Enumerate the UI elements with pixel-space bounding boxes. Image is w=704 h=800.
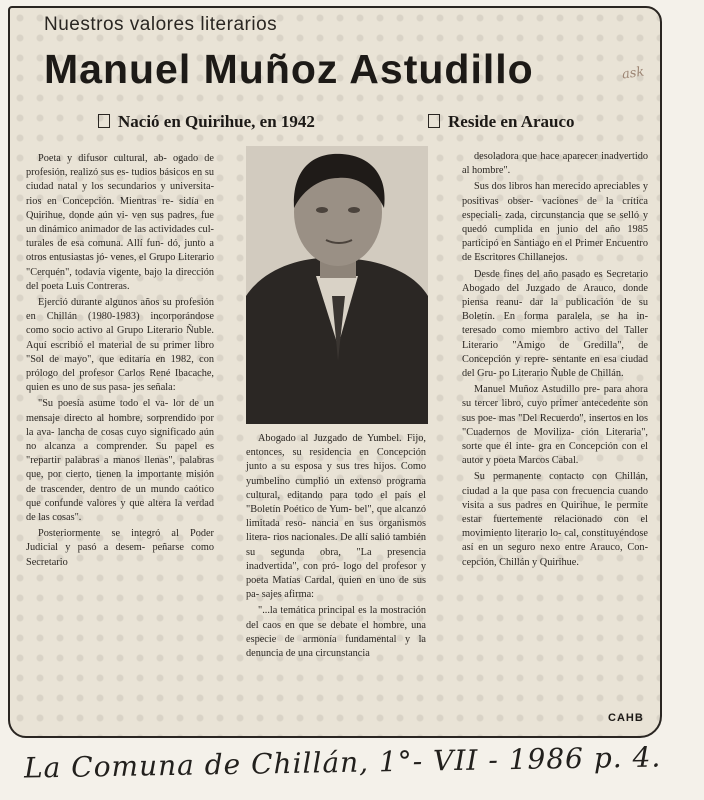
square-bullet-icon: [428, 114, 440, 128]
paragraph: Abogado al Juzgado de Yumbel. Fijo, entonces, su residencia en Concepción junto a su esposa y sus tres hijos. Como yumbelino cumplió un extenso programa cultural, editando para todo el país el "Boletín Poético de Yum- bel", que alcanzó limitada reso- nancia en sus organismos litera- rios nacionales. De allí salió también su segunda obra, "La presencia inadvertida", con pró- logo del profesor y poeta Matías Cardal, quien en uno de sus pa- sajes afirma:: [246, 433, 426, 601]
section-kicker: Nuestros valores literarios: [44, 14, 278, 35]
paragraph: Desde fines del año pasado es Secretario Abogado del Juzgado de Arauco, donde piensa reanu- dar la publicación de su Boletín. En forma paralela, se ha in- teresado como miembro activo del Taller Literario "Amigo de Gredilla", de Concepción y repre- sentante en esa ciudad del Gru- po Literario Ñuble de Chillán.: [462, 268, 648, 380]
paragraph: Sus dos libros han merecido apreciables y positivas obser- vaciones de la crítica especiali- zada, circunstancia que se selló y quedó cumplida en junio del año 1985 participó en Santiago en el Primer Encuentro de Escritores Chillanejos.: [462, 181, 648, 264]
author-portrait-photo: [246, 146, 428, 424]
subhead-residence: [428, 112, 575, 132]
subhead-residence-text: Reside en Arauco: [448, 112, 575, 131]
article-column-middle: [246, 432, 426, 663]
subhead-birthplace: [98, 112, 315, 132]
paragraph: Su permanente contacto con Chillán, ciudad a la que pasa con frecuencia cuando visita a sus padres en Quirihue, le permite estar fuertemente relacionado con el movimiento literario lo- cal, constituyéndose así en un seguro nexo entre Arauco, Con- cepción, Chillán y Quirihue.: [462, 471, 648, 568]
paragraph: "...la temática principal es la mostración del caos en que se debate el hombre, una especie de armonía fundamental y la denuncia de una circunstancia: [246, 605, 426, 660]
newspaper-clipping: [8, 6, 662, 738]
author-credit: CAHB: [608, 712, 644, 724]
article-column-left: [26, 152, 214, 572]
article-column-right: [462, 150, 648, 572]
article-headline: Manuel Muñoz Astudillo: [44, 46, 534, 92]
paragraph: Manuel Muñoz Astudillo pre- para ahora su tercer libro, cuyo primer antecedente son sus poe- mas "Del Recuerdo", insertos en los "Cuadernos de Moviliza- ción Literaria", sorte que él inte- gra en Concepción con el autor y poeta Marcos Cabal.: [462, 384, 648, 467]
paragraph: Ejerció durante algunos años su profesión en Chillán (1980-1983) incorporándose como socio activo al Grupo Literario Ñuble. Aquí escribió el material de su primer libro "Sol de mayo", que editaría en 1982, con prólogo del profesor Carlos René Ibacache, quien es uno de sus pasa- jes señala:: [26, 297, 214, 394]
paragraph: desoladora que hace aparecer inadvertido al hombre".: [462, 151, 648, 177]
margin-note: ask: [621, 64, 646, 83]
paragraph: Posteriormente se integró al Poder Judicial y pasó a desem- peñarse como Secretario: [26, 528, 214, 568]
subhead-birthplace-text: Nació en Quirihue, en 1942: [118, 112, 315, 131]
square-bullet-icon: [98, 114, 110, 128]
handwritten-source-note: La Comuna de Chillán, 1°- VII - 1986 p. 4.: [23, 740, 662, 785]
portrait-illustration: [246, 146, 428, 424]
paragraph: Poeta y difusor cultural, ab- ogado de profesión, realizó sus es- tudios básicos en su ciudad natal y los secundarios y universita- rios en Concepción. Mientras re- sidía en Quirihue, donde aún vi- ven sus padres, fue un dinámico animador de las actividades cul- turales de esa comuna. Allí fun- dó, junto a otros entusiastas jó- venes, el Grupo Literario "Cerquén", todavía vigente, bajo la dirección del poeta Luis Contreras.: [26, 153, 214, 292]
paragraph: "Su poesía asume todo el va- lor de un mensaje directo al hombre, sorprendido por la ava- lancha de cosas cuyo significado aún no alcanza a comprender. Su papel es "repartir palabras a manos llenas", palabras que, por cierto, tienen la importante misión de trascender, dentro de un mundo caótico que confunde valores y que altera la verdad de las cosas".: [26, 398, 214, 524]
